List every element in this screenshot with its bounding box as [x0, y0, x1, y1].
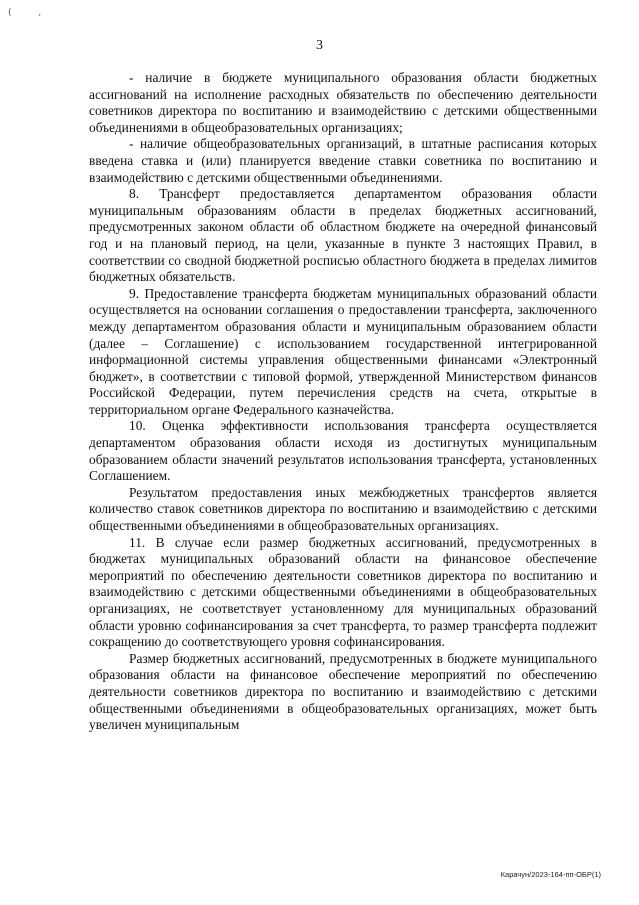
paragraph-result: Результатом предоставления иных межбюджетных трансфертов является количество ставок советников директора по воспитанию и взаимодействию с детскими общественными объединениями в общеобразовательных организациях. [89, 484, 597, 534]
document-body [89, 70, 597, 734]
document-reference: Карачун/2023-164-пп-ОБР(1) [500, 870, 601, 879]
page-number: 3 [316, 38, 323, 53]
paragraph-condition-budget: - наличие в бюджете муниципального образования области бюджетных ассигнований на исполнение расходных обязательств по обеспечению деятельности советников директора по воспитанию и взаимодействию с детскими общественными объединениями в общеобразовательных организациях; [89, 70, 597, 135]
paragraph-item-10: 10. Оценка эффективности использования трансферта осуществляется департаментом образования области исходя из достигнутых муниципальным образованием области значений результатов использования трансферта, установленных Соглашением. [89, 418, 597, 484]
scan-corner-marks: ( , [8, 8, 54, 18]
paragraph-item-9: 9. Предоставление трансферта бюджетам муниципальных образований области осуществляется на основании соглашения о предоставлении трансферта, заключенного между департаментом образования области и муниципальным образованием области (далее – Соглашение) с использованием государственной интегрированной информационной системы управления общественными финансами «Электронный бюджет», в соответствии с типовой формой, утвержденной Министерством финансов Российской Федерации, путем перечисления средств на счета, открытые в территориальном органе Федерального казначейства. [89, 285, 597, 417]
paragraph-condition-schools: - наличие общеобразовательных организаций, в штатные расписания которых введена ставка и (или) планируется введение ставки советника по воспитанию и взаимодействию с детскими общественными объединениями. [89, 136, 597, 185]
paragraph-budget-size: Размер бюджетных ассигнований, предусмотренных в бюджете муниципального образования области на финансовое обеспечение мероприятий по обеспечению деятельности советников директора по воспитанию и взаимодействию с детскими общественными объединениями в общеобразовательных организациях, может быть увеличен муниципальным [89, 650, 597, 733]
paragraph-item-8: 8. Трансферт предоставляется департаментом образования области муниципальным образованиям области в пределах бюджетных ассигнований, предусмотренных законом области об областном бюджете на очередной финансовый год и на плановый период, на цели, указанные в пункте 3 настоящих Правил, в соответствии со сводной бюджетной росписью областного бюджета в пределах лимитов бюджетных обязательств. [89, 186, 597, 285]
paragraph-item-11: 11. В случае если размер бюджетных ассигнований, предусмотренных в бюджетах муниципальных образований области на финансовое обеспечение мероприятий по обеспечению деятельности советников директора по воспитанию и взаимодействию с детскими общественными объединениями в общеобразовательных организациях, не соответствует установленному для муниципальных образований области уровню софинансирования за счет трансферта, то размер трансферта подлежит сокращению до соответствующего уровня софинансирования. [89, 534, 597, 650]
